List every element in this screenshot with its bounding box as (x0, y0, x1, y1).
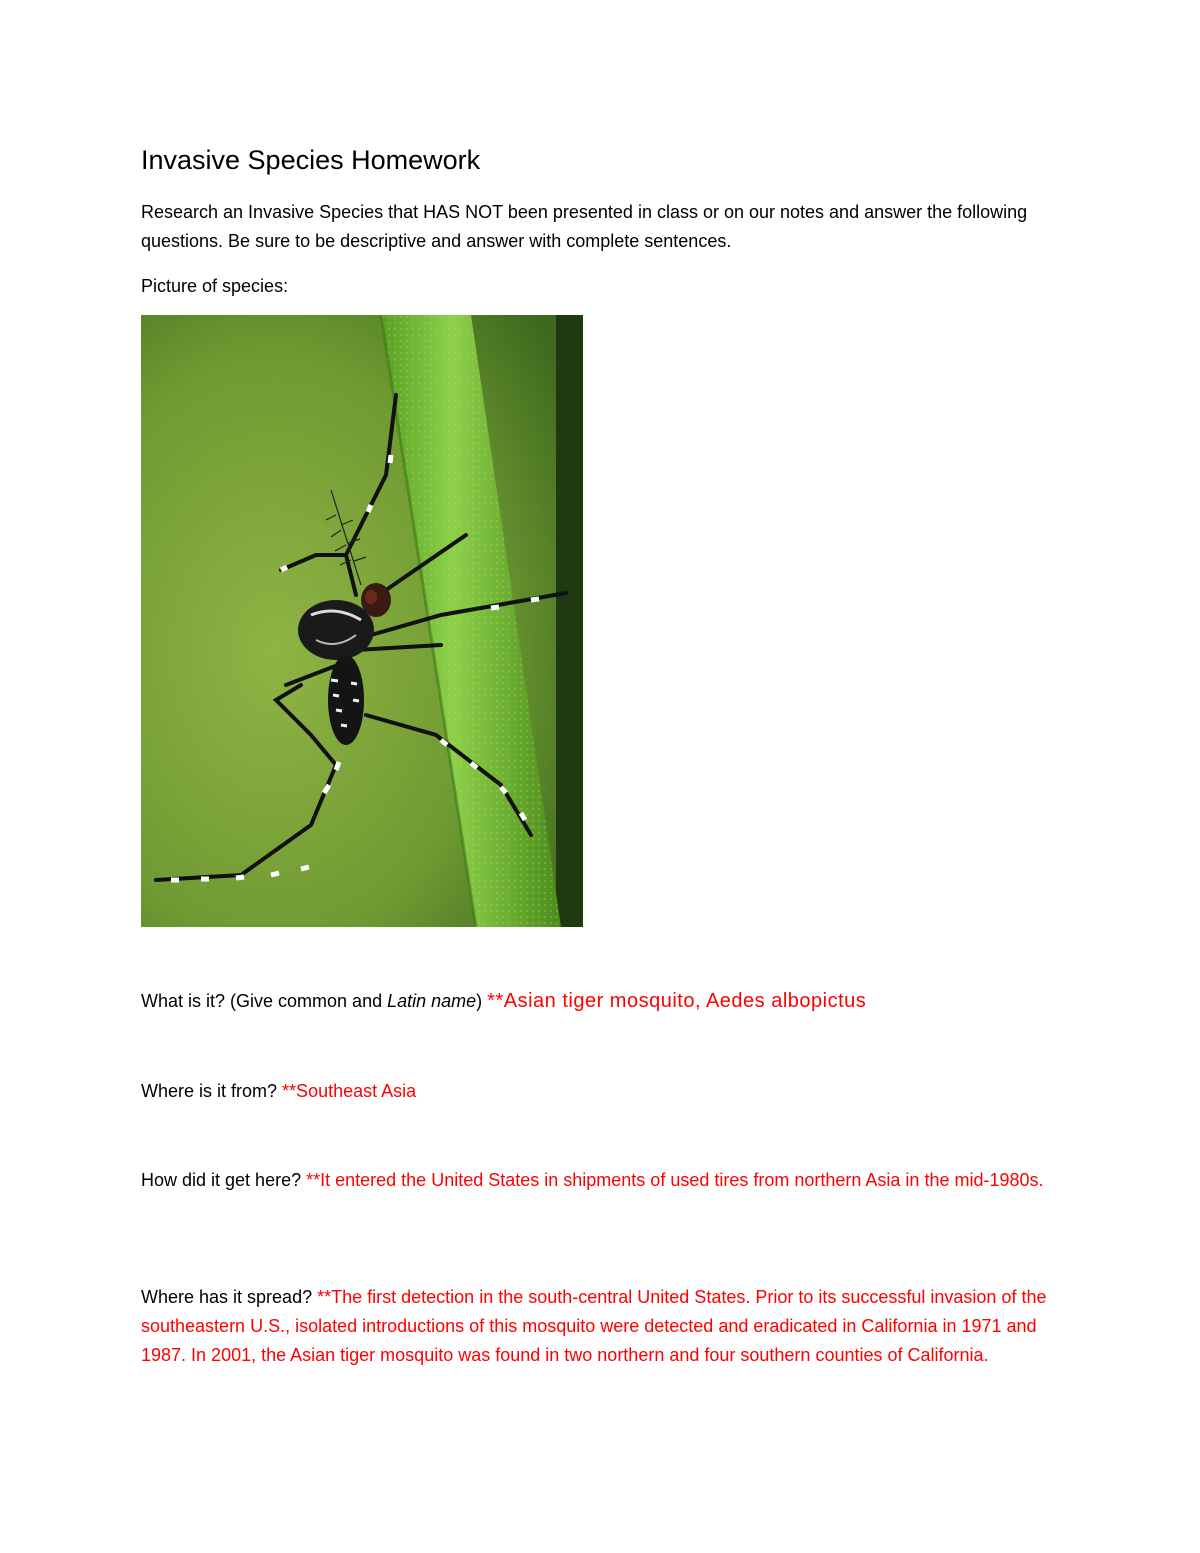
answer-where-from: **Southeast Asia (282, 1081, 417, 1101)
question-how-arrived (141, 1166, 1061, 1195)
question-text: Where is it from? (141, 1081, 278, 1101)
question-text: How did it get here? (141, 1170, 302, 1190)
question-where-from (141, 1077, 1061, 1106)
answer-where-spread: **The first detection in the south-central United States. Prior to its successful invasion of the southeastern U.S., isolated introductions of this mosquito were detected and eradicated in California in 1971 and 1987. In 2001, the Asian tiger mosquito was found in two northern and four southern counties of California. (141, 1287, 1047, 1365)
question-what-is-it (141, 987, 1061, 1016)
picture-label: Picture of species: (141, 276, 289, 296)
question-text-end: ) (476, 991, 483, 1011)
question-text: What is it? (Give common and (141, 991, 388, 1011)
instructions-paragraph: Research an Invasive Species that HAS NOT been presented in class or on our notes and answer the following questions. Be sure to be descriptive and answer with complete sentences. (141, 202, 1028, 251)
answer-what-is-it: **Asian tiger mosquito, Aedes albopictus (487, 990, 867, 1012)
species-photo (141, 315, 583, 927)
question-italic-text: Latin name (387, 991, 477, 1011)
mosquito-photo-icon (141, 315, 583, 927)
answer-how-arrived: **It entered the United States in shipments of used tires from northern Asia in the mid-1980s. (306, 1170, 1044, 1190)
question-where-spread (141, 1283, 1061, 1370)
document-title: Invasive Species Homework (141, 145, 481, 175)
question-text: Where has it spread? (141, 1287, 313, 1307)
